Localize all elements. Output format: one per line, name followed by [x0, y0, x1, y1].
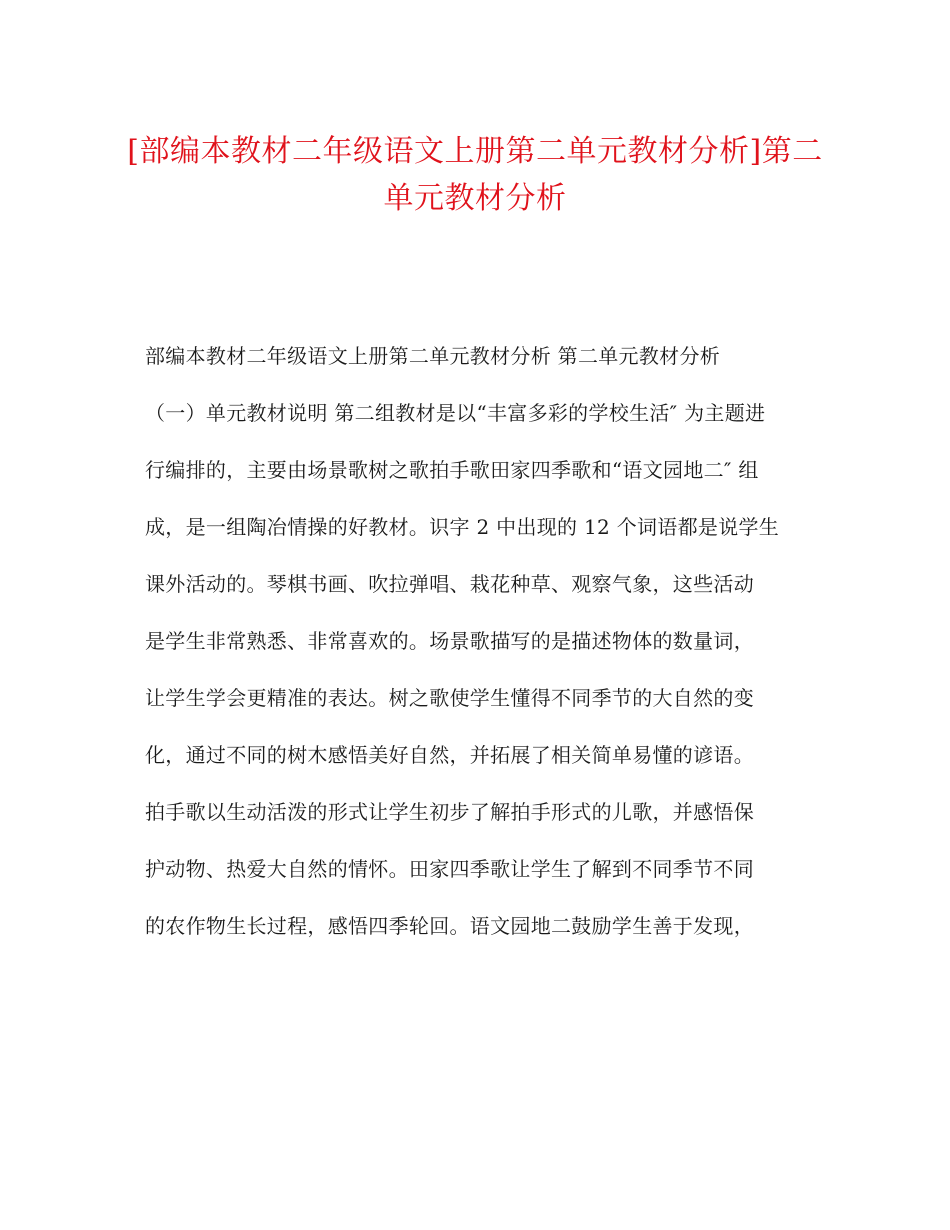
body-line-2: （一）单元教材说明 第二组教材是以“丰富多彩的学校生活″ 为主题进: [145, 401, 766, 425]
body-line-3: 行编排的，主要由场景歌树之歌拍手歌田家四季歌和“语文园地二″ 组: [145, 458, 759, 482]
document-body: [145, 335, 815, 962]
body-line-4: 成，是一组陶冶情操的好教材。识字 2 中出现的 12 个词语都是说学生: [145, 515, 780, 539]
body-line-6: 是学生非常熟悉、非常喜欢的。场景歌描写的是描述物体的数量词，: [145, 629, 754, 653]
title-line-1: [部编本教材二年级语文上册第二单元教材分析]第二: [127, 134, 823, 169]
document-title: [0, 128, 950, 222]
title-line-2: 单元教材分析: [383, 181, 567, 216]
body-line-5: 课外活动的。琴棋书画、吹拉弹唱、栽花种草、观察气象，这些活动: [145, 572, 754, 596]
body-line-10: 护动物、热爱大自然的情怀。田家四季歌让学生了解到不同季节不同: [145, 857, 754, 881]
body-line-8: 化，通过不同的树木感悟美好自然，并拓展了相关简单易懂的谚语。: [145, 743, 754, 767]
body-line-11: 的农作物生长过程，感悟四季轮回。语文园地二鼓励学生善于发现，: [145, 914, 754, 938]
body-line-7: 让学生学会更精准的表达。树之歌使学生懂得不同季节的大自然的变: [145, 686, 754, 710]
body-line-9: 拍手歌以生动活泼的形式让学生初步了解拍手形式的儿歌，并感悟保: [145, 800, 754, 824]
body-line-1: 部编本教材二年级语文上册第二单元教材分析 第二单元教材分析: [145, 344, 721, 368]
